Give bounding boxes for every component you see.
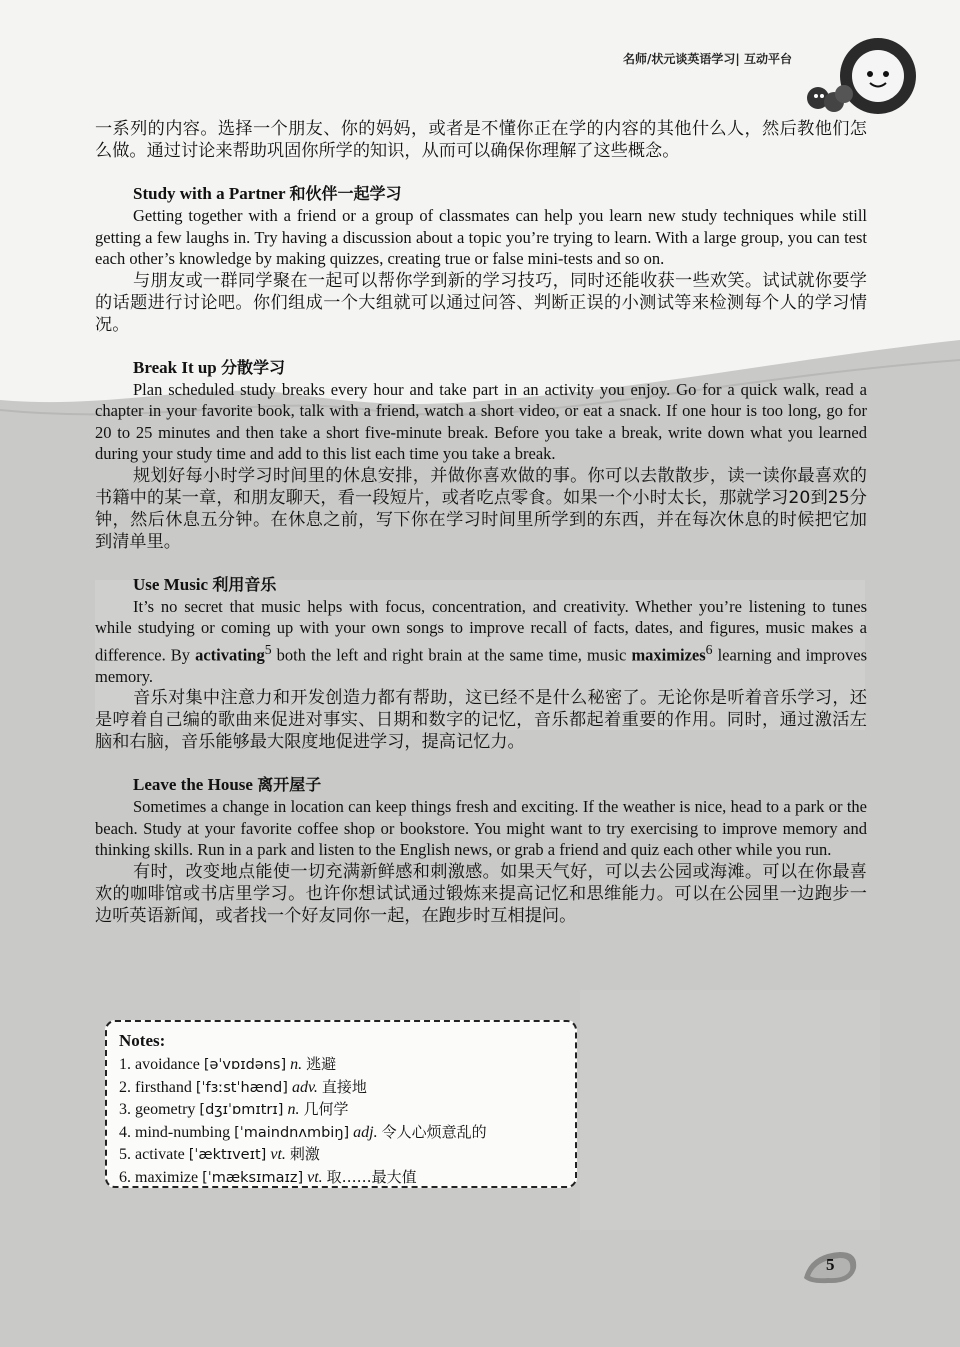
section-study-with-partner <box>95 183 867 336</box>
keyword-activating: activating <box>195 645 265 664</box>
body-text: both the left and right brain at the same time, music <box>271 645 632 664</box>
keyword-maximizes: maximizes <box>631 645 706 664</box>
notes-box <box>105 1020 577 1188</box>
note-number: 2. <box>119 1078 131 1096</box>
section-body-en: Plan scheduled study breaks every hour and take part in an activity you enjoy. Go for a quick walk, read a chapter in your favorite book, talk with a friend, watch a short video, or eat a snack. If one hour is too long, go for 20 to 25 minutes and then take a short five-minute break. Before you take a break, write down what you learned during your study time and add to this list each time you take a break. <box>95 379 867 463</box>
note-item <box>119 1077 565 1100</box>
note-item <box>119 1054 565 1077</box>
section-title <box>133 574 867 596</box>
mascot-logo-icon <box>800 30 920 120</box>
note-pronunciation: [əˈvɒɪdəns] <box>203 1057 287 1073</box>
note-part-of-speech: adv. <box>291 1078 318 1096</box>
section-title-cn: 分散学习 <box>221 357 286 377</box>
section-title-en: Study with a Partner <box>133 184 286 203</box>
section-body-cn: 规划好每小时学习时间里的休息安排，并做你喜欢做的事。你可以去散散步，读一读你最喜欢的书籍中的某一章，和朋友聊天，看一段短片，或者吃点零食。如果一个小时太长，那就学习20到25分钟，然后休息五分钟。在休息之前，写下你在学习时间里所学到的东西，并在每次休息的时候把它加到清单里。 <box>95 465 867 552</box>
note-part-of-speech: n. <box>287 1101 300 1118</box>
note-number: 1. <box>119 1056 131 1073</box>
note-meaning: 取……最大值 <box>326 1167 417 1186</box>
note-part-of-speech: adj. <box>353 1123 378 1141</box>
article-body <box>95 118 867 927</box>
section-title <box>133 357 867 379</box>
section-leave-the-house <box>95 774 867 927</box>
footnote-ref: 5 <box>264 641 272 657</box>
notes-title: Notes: <box>119 1031 166 1050</box>
footnote-ref: 6 <box>705 641 713 657</box>
note-meaning: 几何学 <box>303 1100 349 1118</box>
section-title-en: Leave the House <box>133 775 253 794</box>
section-title-cn: 利用音乐 <box>212 574 277 594</box>
note-meaning: 令人心烦意乱的 <box>381 1122 487 1141</box>
note-item <box>119 1122 565 1145</box>
note-item <box>119 1099 565 1122</box>
note-word: maximize <box>135 1168 199 1186</box>
note-word: geometry <box>135 1101 196 1118</box>
note-pronunciation: [ˈfɜːstˈhænd] <box>195 1079 288 1096</box>
section-body-cn: 音乐对集中注意力和开发创造力都有帮助，这已经不是什么秘密了。无论你是听着音乐学习，还是哼着自己编的歌曲来促进对事实、日期和数字的记忆，音乐都起着重要的作用。同时，通过激活左脑和右脑，音乐能够最大限度地促进学习，提高记忆力。 <box>95 688 867 752</box>
section-title-cn: 和伙伴一起学习 <box>289 184 402 203</box>
note-word: avoidance <box>135 1056 200 1073</box>
note-meaning: 逃避 <box>306 1055 337 1073</box>
notes-list <box>119 1054 565 1189</box>
note-part-of-speech: vt. <box>270 1146 286 1163</box>
note-pronunciation: [ˈmæksɪmaɪz] <box>202 1169 304 1186</box>
section-title <box>133 774 867 796</box>
note-part-of-speech: n. <box>290 1056 303 1073</box>
section-break-it-up <box>95 357 867 553</box>
note-number: 4. <box>119 1123 131 1141</box>
note-word: activate <box>135 1146 185 1163</box>
note-pronunciation: [dʒɪˈɒmɪtrɪ] <box>199 1102 284 1118</box>
note-word: mind-numbing <box>135 1123 231 1141</box>
section-title <box>133 183 867 205</box>
section-title-cn: 离开屋子 <box>257 775 322 794</box>
note-meaning: 直接地 <box>321 1077 367 1096</box>
section-body-cn: 有时，改变地点能使一切充满新鲜感和刺激感。如果天气好，可以去公园或海滩。可以在你最喜欢的咖啡馆或书店里学习。也许你想试试通过锻炼来提高记忆和思维能力。可以在公园里一边跑步一边听英语新闻，或者找一个好友同你一起，在跑步时互相提问。 <box>95 861 867 926</box>
note-number: 3. <box>119 1101 131 1118</box>
intro-paragraph-cn: 一系列的内容。选择一个朋友、你的妈妈，或者是不懂你正在学的内容的其他什么人，然后教他们怎么做。通过讨论来帮助巩固你所学的知识，从而可以确保你理解了这些概念。 <box>95 119 867 161</box>
body-text: learning and improves memory. <box>95 645 867 686</box>
note-meaning: 刺激 <box>289 1145 320 1163</box>
series-title: 名师/状元谈英语学习| 互动平台 <box>623 52 792 66</box>
section-body-en <box>95 596 867 688</box>
section-title-en: Use Music <box>133 574 209 594</box>
section-use-music <box>95 574 867 754</box>
note-number: 5. <box>119 1146 131 1163</box>
section-body-en: Sometimes a change in location can keep things fresh and exciting. If the weather is nice, head to a park or the beach. Study at your favorite coffee shop or bookstore. You might want to try exercising to improve memory and thinking skills. Run in a park and listen to the English news, or grab a friend and quiz each other while you run. <box>95 797 867 859</box>
note-part-of-speech: vt. <box>307 1168 323 1186</box>
note-item <box>119 1144 565 1167</box>
section-body-en: Getting together with a friend or a group of classmates can help you learn new study techniques while still getting a few laughs in. Try having a discussion about a topic you’re trying to learn. With a large group, you can test each other’s knowledge by making quizzes, creating true or false mini-tests and so on. <box>95 206 867 268</box>
section-body-cn: 与朋友或一群同学聚在一起可以帮你学到新的学习技巧，同时还能收获一些欢笑。试试就你要学的话题进行讨论吧。你们组成一个大组就可以通过问答、判断正误的小测试等来检测每个人的学习情况。 <box>95 270 867 335</box>
body-text: It’s no secret that music helps with focus, concentration, and creativity. Whether you’re listening to tunes while studying or coming up with your own songs to improve recall of facts, dates, and figures, music makes a difference. By <box>95 596 867 664</box>
page-header <box>520 30 920 120</box>
section-title-en: Break It up <box>133 357 217 377</box>
note-pronunciation: [ˈæktɪveɪt] <box>188 1147 267 1163</box>
note-pronunciation: [ˈmaindnʌmbiŋ] <box>234 1124 350 1141</box>
note-item <box>119 1167 565 1190</box>
note-number: 6. <box>119 1168 131 1186</box>
page-number: 5 <box>826 1255 835 1274</box>
note-word: firsthand <box>135 1078 192 1096</box>
